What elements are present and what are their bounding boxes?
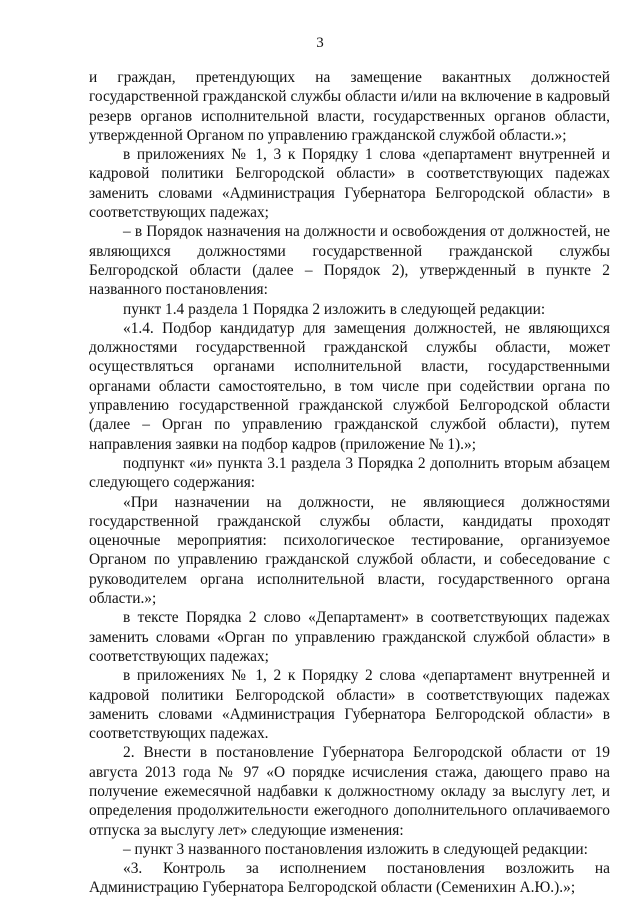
paragraph-department-replacement: в тексте Порядка 2 слово «Департамент» в соответствующих падежах заменить словами «Орган по управлению гражданской службой области» в соответствующих падежах; xyxy=(89,609,610,665)
paragraph-subitem-i-text: «При назначении на должности, не являющиеся должностями государственной гражданской службы области, кандидаты проходят оценочные мероприятия: психологическое тестирование, организуемое Органом по управлению гражданской службой области, и собеседование с руководителем органа исполнительной власти, государственного органа области.»; xyxy=(89,493,610,608)
paragraph-appendix-1-2-order-2: в приложениях № 1, 2 к Порядку 2 слова «департамент внутренней и кадровой политики Белгородской области» в соответствующих падежах заменить словами «Администрация Губернатора Белгородской области» в соответствующих падежах. xyxy=(89,667,610,743)
paragraph-item-1-4-instruction: пункт 1.4 раздела 1 Порядка 2 изложить в следующей редакции: xyxy=(123,300,546,318)
paragraph-item-1-4-text: «1.4. Подбор кандидатур для замещения должностей, не являющихся должностями государственной гражданской службы области, может осуществляться органами исполнительной власти, государственными органами области самостоятельно, в том числе при содействии органа по управлению государственной гражданской службой Белгородской области (далее – Орган по управлению гражданской службой области), путем направления заявки на подбор кадров (приложение № 1).»; xyxy=(89,319,610,453)
page-number: 3 xyxy=(316,35,324,51)
paragraph-section-2: 2. Внести в постановление Губернатора Белгородской области от 19 августа 2013 года № 97 «О порядке исчисления стажа, дающего право на получение ежемесячной надбавки к должностному окладу за выслугу лет, и определения продолжительности ежегодного дополнительного оплачиваемого отпуска за выслугу лет» следующие изменения: xyxy=(89,744,610,839)
document-body xyxy=(89,68,610,898)
paragraph-order-2-intro: – в Порядок назначения на должности и освобождения от должностей, не являющихся должностями государственной гражданской службы Белгородской области (далее – Порядок 2), утвержденный в пункте 2 названного постановления: xyxy=(89,223,610,299)
paragraph-continuation: и граждан, претендующих на замещение вакантных должностей государственной гражданской службы области и/или на включение в кадровый резерв органов исполнительной власти, государственных органов области, утвержденной Органом по управлению гражданской службой области.»; xyxy=(89,69,610,144)
paragraph-item-3-text: «3. Контроль за исполнением постановления возложить на Администрацию Губернатора Белгородской области (Семенихин А.Ю.).»; xyxy=(89,860,610,897)
paragraph-item-3-instruction: – пункт 3 названного постановления изложить в следующей редакции: xyxy=(123,840,588,858)
paragraph-appendix-1-3-order-1: в приложениях № 1, 3 к Порядку 1 слова «департамент внутренней и кадровой политики Белгородской области» в соответствующих падежах заменить словами «Администрация Губернатора Белгородской области» в соответствующих падежах; xyxy=(89,146,610,222)
paragraph-subitem-i-instruction: подпункт «и» пункта 3.1 раздела 3 Порядка 2 дополнить вторым абзацем следующего содержания: xyxy=(89,454,610,492)
